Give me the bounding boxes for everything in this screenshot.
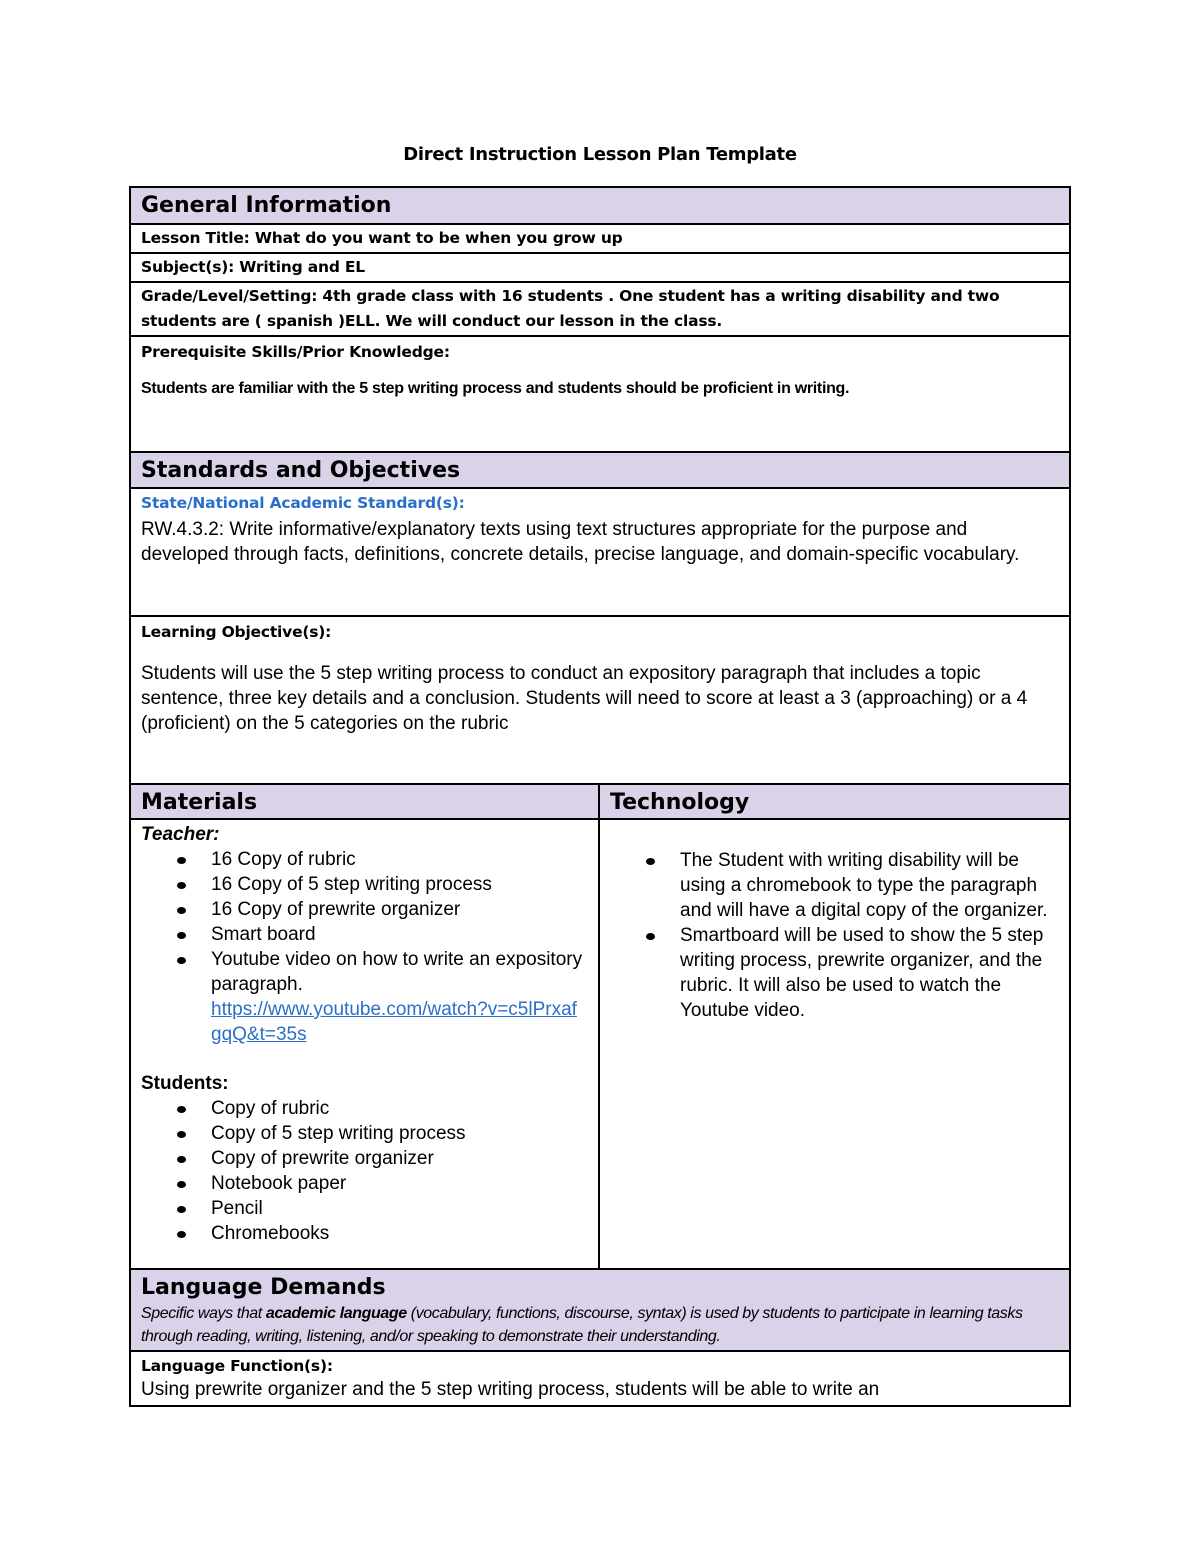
list-item: Copy of rubric <box>211 1096 588 1121</box>
objective-label: Learning Objective(s): <box>141 623 332 641</box>
teacher-materials-list <box>141 847 588 1047</box>
student-materials-list <box>141 1096 588 1246</box>
language-demands-cell <box>130 1269 1070 1351</box>
youtube-video-link[interactable]: https://www.youtube.com/watch?v=c5lPrxafgqQ&t=35s <box>211 999 577 1045</box>
list-item: Copy of 5 step writing process <box>211 1121 588 1146</box>
standards-header: Standards and Objectives <box>130 452 1070 488</box>
technology-cell <box>599 819 1070 1269</box>
objective-text: Students will use the 5 step writing process to conduct an expository paragraph that includes a topic sentence, three key details and a conclusion. Students will need to score at least a 3 (approaching) or a 4 (proficient) on the 5 categories on the rubric <box>141 663 1028 734</box>
list-item: Smart board <box>211 922 588 947</box>
grade-setting-line1: Grade/Level/Setting: 4th grade class with 16 students . One student has a writing disability and two <box>141 287 1000 305</box>
subjects-row: Subject(s): Writing and EL <box>130 253 1070 282</box>
lesson-title-row: Lesson Title: What do you want to be when you grow up <box>130 224 1070 253</box>
standard-cell <box>130 488 1070 616</box>
page-title: Direct Instruction Lesson Plan Template <box>403 144 797 165</box>
grade-setting-row <box>130 282 1070 336</box>
language-function-label: Language Function(s): <box>141 1357 333 1375</box>
objective-cell <box>130 616 1070 784</box>
lesson-plan-table <box>129 186 1071 1407</box>
list-item: Smartboard will be used to show the 5 step writing process, prewrite organizer, and the rubric. It will also be used to watch the Youtube video. <box>680 923 1059 1023</box>
prereq-text: Students are familiar with the 5 step writing process and students should be proficient in writing. <box>141 380 850 397</box>
grade-setting-line2: students are ( spanish )ELL. We will conduct our lesson in the class. <box>141 312 723 330</box>
language-desc-part1: Specific ways that <box>141 1305 266 1322</box>
prereq-label: Prerequisite Skills/Prior Knowledge: <box>141 343 450 361</box>
prereq-cell <box>130 336 1070 452</box>
students-label: Students: <box>141 1073 229 1094</box>
list-item: 16 Copy of rubric <box>211 847 588 872</box>
teacher-label: Teacher: <box>141 824 220 845</box>
language-function-cell <box>130 1351 1070 1406</box>
technology-header: Technology <box>599 784 1070 819</box>
materials-cell <box>130 819 599 1269</box>
list-item: 16 Copy of 5 step writing process <box>211 872 588 897</box>
list-item: The Student with writing disability will be using a chromebook to type the paragraph and will have a digital copy of the organizer. <box>680 848 1059 923</box>
language-desc-part2: (vocabulary, functions, discourse, syntax) is used by students to participate in learning tasks through reading, writing, listening, and/or speaking to demonstrate their understanding. <box>141 1305 1023 1345</box>
list-item: Pencil <box>211 1196 588 1221</box>
list-item: 16 Copy of prewrite organizer <box>211 897 588 922</box>
technology-list <box>610 848 1059 1023</box>
language-function-text: Using prewrite organizer and the 5 step writing process, students will be able to write an <box>141 1379 880 1400</box>
list-item <box>211 947 588 1047</box>
video-description: Youtube video on how to write an expository paragraph. <box>211 949 583 995</box>
standard-text: RW.4.3.2: Write informative/explanatory texts using text structures appropriate for the purpose and developed through facts, definitions, concrete details, precise language, and domain-specific vocabulary. <box>141 519 1020 565</box>
language-demands-description <box>141 1302 1059 1348</box>
academic-language-term: academic language <box>265 1305 407 1322</box>
general-info-header: General Information <box>130 187 1070 224</box>
standard-label: State/National Academic Standard(s): <box>141 494 465 512</box>
list-item: Notebook paper <box>211 1171 588 1196</box>
language-demands-header: Language Demands <box>141 1270 1059 1302</box>
list-item: Chromebooks <box>211 1221 588 1246</box>
list-item: Copy of prewrite organizer <box>211 1146 588 1171</box>
materials-header: Materials <box>130 784 599 819</box>
